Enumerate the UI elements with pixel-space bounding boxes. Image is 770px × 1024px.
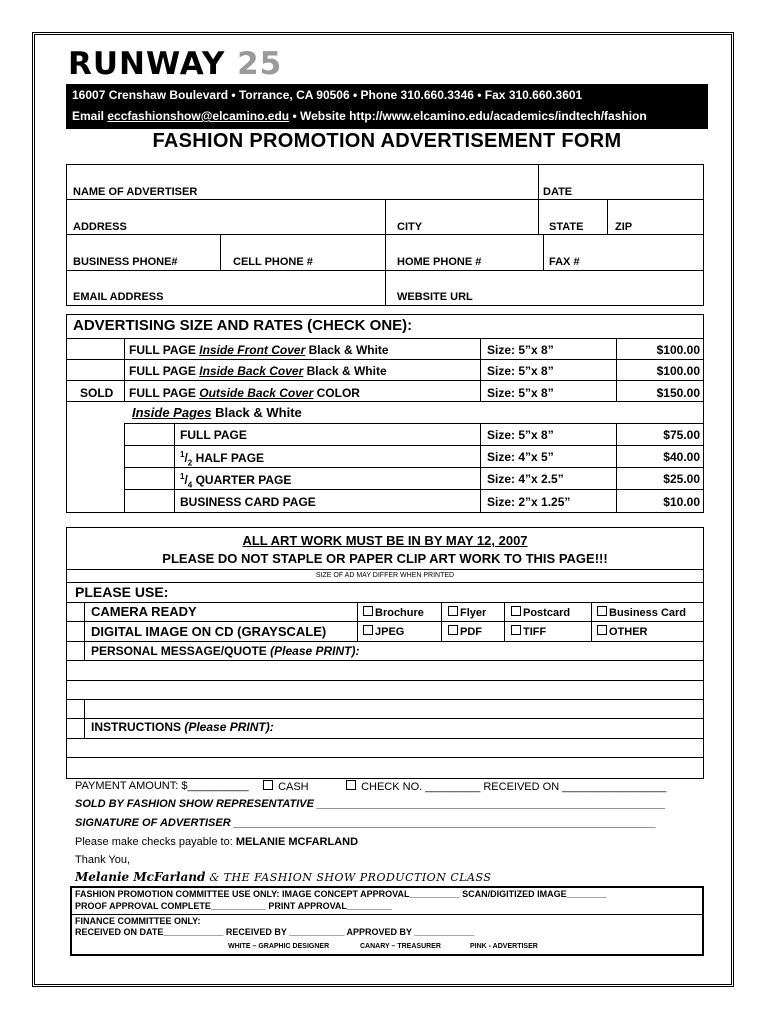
inside-quarter-page-size: Size: 4”x 2.5” [487,472,564,486]
runway-logo [68,46,282,82]
inside-full-page-price: $75.00 [663,428,700,442]
payable-note: Please make checks payable to: MELANIE MCFARLAND [75,836,359,848]
business-card-checkbox[interactable]: Business Card [597,606,686,619]
email-link[interactable]: eccfashionshow@elcamino.edu [107,109,290,123]
thank-you-text: Thank You, [75,854,131,866]
inside-business-card-size: Size: 2”x 1.25” [487,495,571,509]
rate-row-3-size: Size: 5”x 8” [487,386,554,400]
checkbox-icon [511,606,521,616]
rate-row-2-size: Size: 5”x 8” [487,364,554,378]
inside-business-card-price: $10.00 [663,495,700,509]
pdf-checkbox[interactable]: PDF [448,625,482,638]
inside-full-page[interactable]: FULL PAGE [180,428,247,442]
checkbox-icon [597,625,607,635]
date-field[interactable]: DATE [543,186,573,198]
committee-line-1: FASHION PROMOTION COMMITTEE USE ONLY: IMAGE CONCEPT APPROVAL__________ SCAN/DIGITIZED IMAGE________ [75,889,607,899]
size-note: SIZE OF AD MAY DIFFER WHEN PRINTED [315,572,455,579]
inside-half-page-size: Size: 4”x 5” [487,450,554,464]
instructions-field[interactable]: INSTRUCTIONS (Please PRINT): [91,720,274,734]
name-of-advertiser-field[interactable]: NAME OF ADVERTISER [73,186,198,198]
copy-canary: CANARY – TREASURER [360,943,441,950]
logo-word: RUNWAY [68,46,226,82]
check-number-field[interactable]: CHECK NO. _________ RECEIVED ON _________________ [346,780,666,793]
tiff-checkbox[interactable]: TIFF [511,625,546,638]
camera-ready-option[interactable]: CAMERA READY [91,604,197,619]
signoff-line: Melanie McFarland & THE FASHION SHOW PRODUCTION CLASS [75,870,492,884]
checkbox-icon [448,606,458,616]
brochure-checkbox[interactable]: Brochure [363,606,424,619]
rate-row-2-price: $100.00 [656,364,700,378]
rate-row-outside-back[interactable]: FULL PAGE Outside Back Cover COLOR [129,386,360,400]
finance-committee-label: FINANCE COMMITTEE ONLY: [75,916,201,926]
logo-number: 25 [237,46,283,82]
no-staple-notice: PLEASE DO NOT STAPLE OR PAPER CLIP ART WORK TO THIS PAGE!!! [162,551,608,566]
business-phone-field[interactable]: BUSINESS PHONE# [73,256,178,268]
inside-quarter-page[interactable]: $^1/_4$ QUARTER PAGE [180,472,292,490]
rate-row-1-price: $100.00 [656,343,700,357]
sold-by-field[interactable]: SOLD BY FASHION SHOW REPRESENTATIVE _________________________________________________________ [75,798,666,810]
website-text: • Website http://www.elcamino.edu/academics/indtech/fashion [289,109,647,123]
jpeg-checkbox[interactable]: JPEG [363,625,404,638]
copy-white: WHITE – GRAPHIC DESIGNER [228,943,330,950]
flyer-checkbox[interactable]: Flyer [448,606,486,619]
please-use-heading: PLEASE USE: [75,584,169,600]
checkbox-icon [346,780,356,790]
zip-field[interactable]: ZIP [615,221,633,233]
inside-quarter-page-price: $25.00 [663,472,700,486]
inside-half-page-price: $40.00 [663,450,700,464]
inside-pages-heading: Inside Pages Black & White [132,405,302,420]
cell-phone-field[interactable]: CELL PHONE # [233,256,313,268]
fax-field[interactable]: FAX # [549,256,580,268]
website-url-field[interactable]: WEBSITE URL [397,291,473,303]
copy-pink: PINK - ADVERTISER [470,943,538,950]
rate-row-3-price: $150.00 [656,386,700,400]
committee-line-2: PROOF APPROVAL COMPLETE___________ PRINT APPROVAL_________ [75,901,392,911]
rate-row-3-check[interactable]: SOLD [80,386,114,400]
inside-business-card[interactable]: BUSINESS CARD PAGE [180,495,316,509]
checkbox-icon [363,606,373,616]
email-website-line [72,109,647,123]
payment-amount-field[interactable]: PAYMENT AMOUNT: $__________ [75,780,249,792]
email-label: Email [72,109,108,123]
rate-row-1-size: Size: 5”x 8” [487,343,554,357]
checkbox-icon [448,625,458,635]
home-phone-field[interactable]: HOME PHONE # [397,256,482,268]
rates-heading: ADVERTISING SIZE AND RATES (CHECK ONE): [73,317,413,334]
other-checkbox[interactable]: OTHER [597,625,648,638]
address-line: 16007 Crenshaw Boulevard • Torrance, CA 90506 • Phone 310.660.3346 • Fax 310.660.3601 [72,88,583,102]
email-address-field[interactable]: EMAIL ADDRESS [73,291,164,303]
city-field[interactable]: CITY [397,221,423,233]
contact-header-bar [66,84,708,129]
rate-row-inside-back[interactable]: FULL PAGE Inside Back Cover Black & White [129,364,387,378]
inside-half-page[interactable]: $^1/_2$ HALF PAGE [180,450,265,468]
rate-row-inside-front[interactable]: FULL PAGE Inside Front Cover Black & White [129,343,389,357]
deadline-notice: ALL ART WORK MUST BE IN BY MAY 12, 2007 [242,533,528,548]
address-field[interactable]: ADDRESS [73,221,127,233]
postcard-checkbox[interactable]: Postcard [511,606,570,619]
checkbox-icon [597,606,607,616]
signature-field[interactable]: SIGNATURE OF ADVERTISER _____________________________________________________________________ [75,817,656,829]
finance-line: RECEIVED ON DATE____________ RECEIVED BY ___________ APPROVED BY ____________ [75,927,475,937]
digital-image-option[interactable]: DIGITAL IMAGE ON CD (GRAYSCALE) [91,624,327,639]
cash-checkbox[interactable]: CASH [263,780,309,793]
checkbox-icon [511,625,521,635]
form-title: FASHION PROMOTION ADVERTISEMENT FORM [152,130,622,152]
personal-message-field[interactable]: PERSONAL MESSAGE/QUOTE (Please PRINT): [91,644,360,658]
checkbox-icon [263,780,273,790]
checkbox-icon [363,625,373,635]
inside-full-page-size: Size: 5”x 8” [487,428,554,442]
state-field[interactable]: STATE [549,221,584,233]
